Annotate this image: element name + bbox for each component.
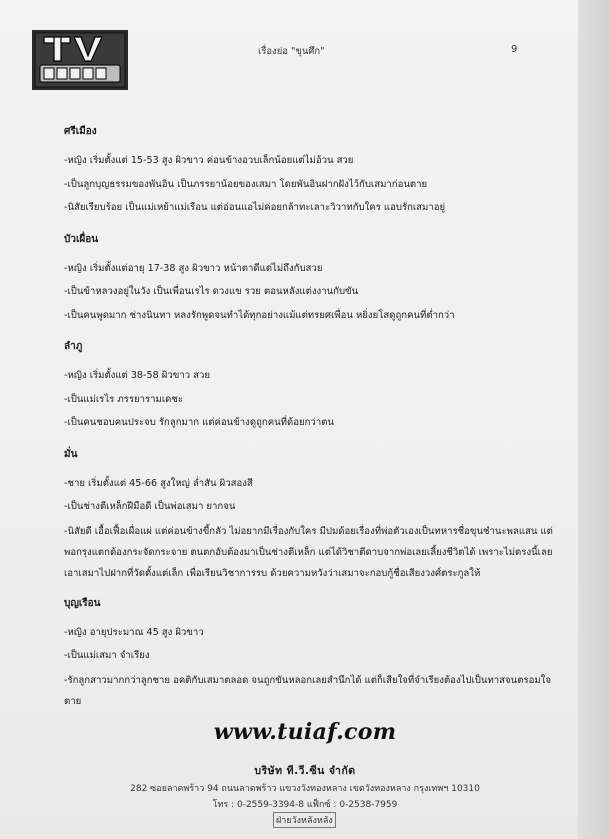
character-name: บุญเรือน <box>64 597 101 609</box>
character-trait: -เป็นคนพูดมาก ช่างนินทา หลงรักพูดจนทำได้ทุกอย่างแม้แต่ทรยศเพื่อน หยิ่งยโสดูถูกคนที่ต่ำกว่า <box>64 309 455 321</box>
character-trait: -เป็นลูกบุญธรรมของพันอิน เป็นภรรยาน้อยของเสมา โดยพันอินฝากฝังไว้กับเสมาก่อนตาย <box>64 178 428 190</box>
page-number: 9 <box>511 44 518 55</box>
character-trait: -หญิง เริ่มตั้งแต่ 38-58 ผิวขาว สวย <box>64 370 211 381</box>
company-address: 282 ซอยลาดพร้าว 94 ถนนลาดพร้าว แขวงวังทองหลาง เขตวังทองหลาง กรุงเทพฯ 10310 <box>130 784 480 794</box>
character-trait: -หญิง อายุประมาณ 45 สูง ผิวขาว <box>64 626 204 638</box>
character-trait: -นิสัยดี เอื้อเฟื้อเผื่อแผ่ แต่ค่อนข้างขี้กลัว ไม่อยากมีเรื่องกับใคร มีปมด้อยเรื่องที่พ่อตัวเองเป็นทหารชื่อขุนชำนะพลแสน แต่พอกรุงแตกต้องกระจัดกระจาย ตนตกอับต้องมาเป็นช่างตีเหล็ก แต่ได้วิชาตีดาบจากพ่อเลยเลี้ยงชีวิตได้ เพราะไม่ตรงนี้เลยเอาเสมาไปฝากที่วัดตั้งแต่เล็ก เพื่อเรียนวิชาการรบ ด้วยความหวังว่าเสมาจะกอบกู้ชื่อเสียงวงศ์ตระกูลให้ <box>64 525 553 579</box>
tv-scene-logo <box>30 28 130 92</box>
department-stamp: ฝ่ายวังหลังหลัง <box>273 812 336 828</box>
character-trait: -ชาย เริ่มตั้งแต่ 45-66 สูงใหญ่ ล่ำสัน ผิวสองสี <box>64 477 253 489</box>
character-trait: -เป็นข้าหลวงอยู่ในวัง เป็นเพื่อนเรไร ดวงแข รวย ตอนหลังแต่งงานกับขัน <box>64 286 359 297</box>
character-block <box>64 447 564 584</box>
website-url: www.tuiaf.com <box>213 719 397 745</box>
character-list <box>64 124 564 724</box>
character-trait: -รักลูกสาวมากกว่าลูกชาย อคติกับเสมาตลอด จนถูกขันหลอกเลยสำนึกได้ แต่ก็เสียใจที่จำเรียงต้องไปเป็นทาสจนตรอมใจตาย <box>64 674 551 707</box>
character-trait: -เป็นแม่เสมา จำเรียง <box>64 650 150 661</box>
character-name: ลำภู <box>64 341 83 352</box>
character-name: ศรีเมือง <box>64 126 97 137</box>
page-fold-shadow <box>578 0 610 839</box>
character-block <box>64 232 564 328</box>
character-name: บัวเผื่อน <box>64 233 99 245</box>
character-name: มั่น <box>64 448 78 460</box>
character-trait: -เป็นแม่เรไร ภรรยารามเดชะ <box>64 393 184 405</box>
document-header-title: เรื่องย่อ "ขุนศึก" <box>258 46 325 57</box>
company-name: บริษัท ที.วี.ซีน จำกัด <box>254 765 356 777</box>
company-phone: โทร : 0-2559-3394-8 แฟ็กซ์ : 0-2538-7959 <box>212 800 398 810</box>
character-trait: -เป็นคนชอบคนประจบ รักลูกมาก แต่ค่อนข้างดูถูกคนที่ด้อยกว่าตน <box>64 417 334 428</box>
character-block <box>64 124 564 220</box>
character-trait: -เป็นช่างตีเหล็กฝีมือดี เป็นพ่อเสมา ยากจน <box>64 501 236 512</box>
character-block <box>64 339 564 435</box>
character-trait: -หญิง เริ่มตั้งแต่ 15-53 สูง ผิวขาว ค่อนข้างอวบเล็กน้อยแต่ไม่อ้วน สวย <box>64 155 354 166</box>
character-block <box>64 596 564 712</box>
character-trait: -หญิง เริ่มตั้งแต่อายุ 17-38 สูง ผิวขาว หน้าตาดีแต่ไม่ถึงกับสวย <box>64 262 323 274</box>
character-trait: -นิสัยเรียบร้อย เป็นแม่เหย้าแม่เรือน แต่อ่อนแอไม่ค่อยกล้าทะเลาะวิวาทกับใคร แอบรักเสมาอยู่ <box>64 202 446 213</box>
